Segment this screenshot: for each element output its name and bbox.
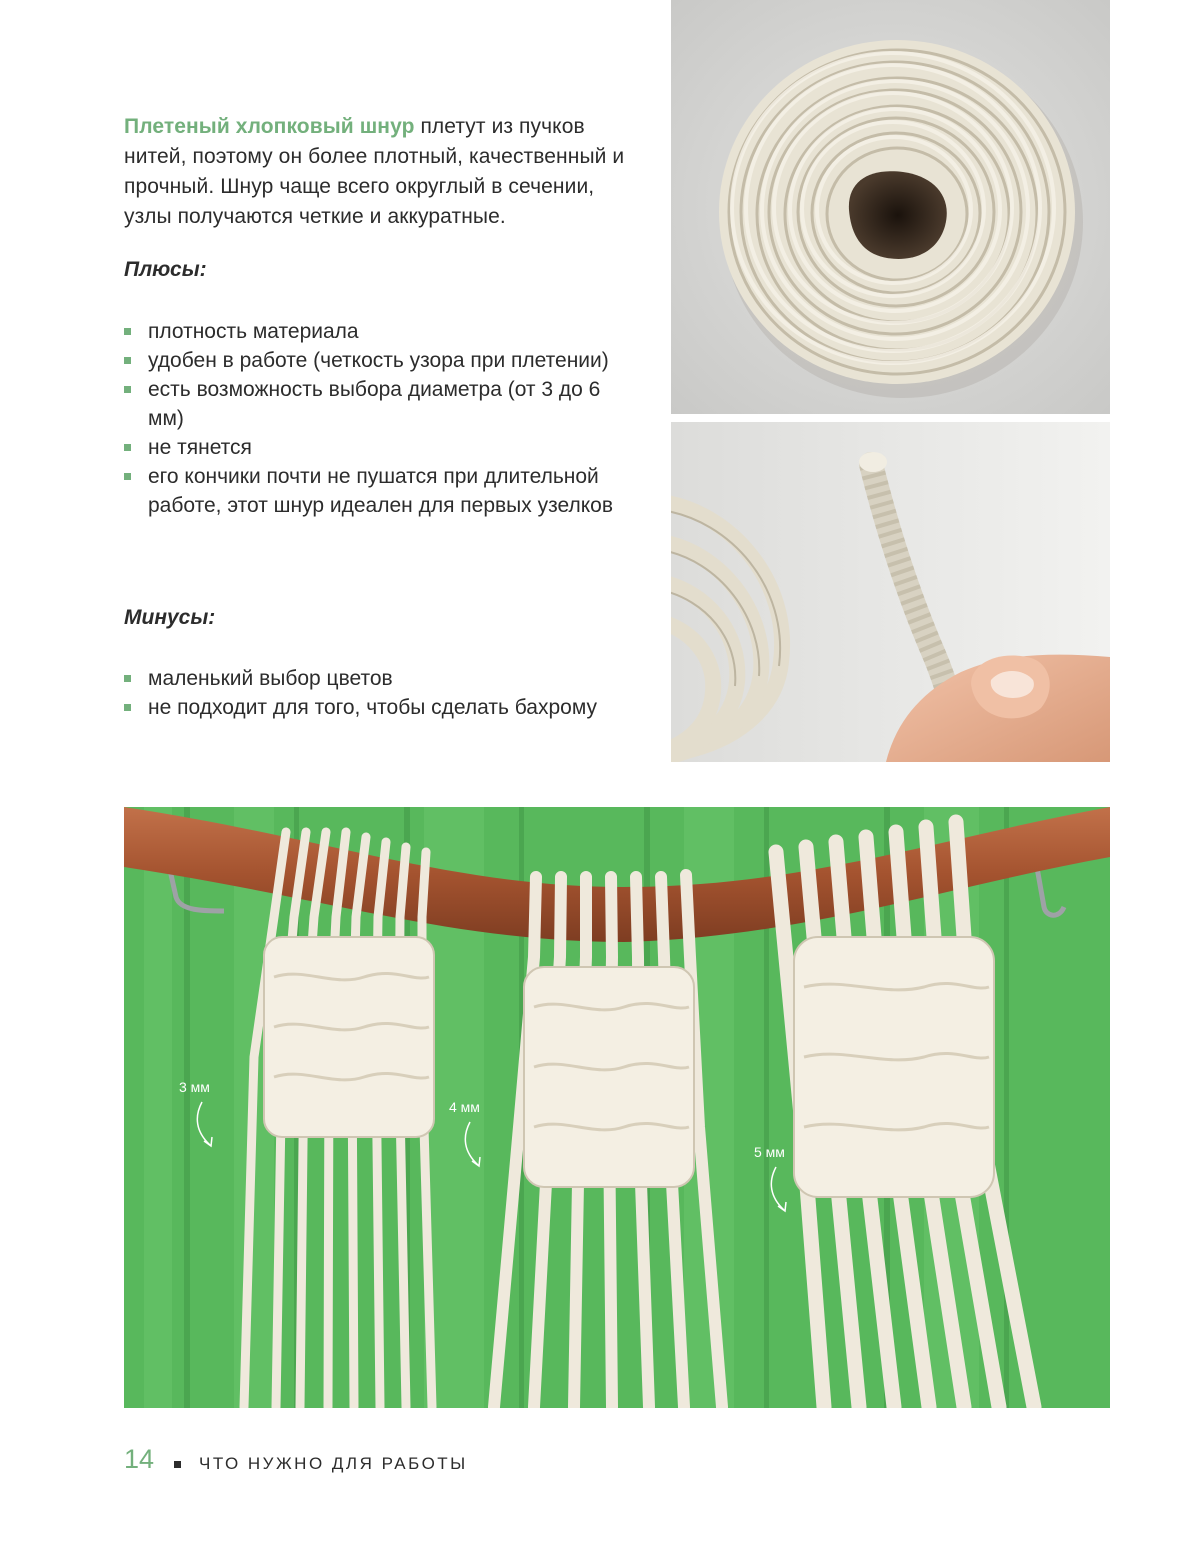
list-item: его кончики почти не пушатся при длительной работе, этот шнур идеален для первых узелков bbox=[124, 462, 634, 520]
bullet-icon bbox=[124, 444, 131, 451]
list-item: не тянется bbox=[124, 433, 634, 462]
intro-paragraph bbox=[124, 112, 644, 232]
cons-list bbox=[124, 664, 634, 722]
page-number: 14 bbox=[124, 1444, 155, 1474]
cord-spool-photo bbox=[671, 0, 1110, 414]
intro-text: плетут из пучков нитей, поэтому он более плотный, качественный и прочный. Шнур чаще всего округлый в сечении, узлы получаются четкие и аккуратные. bbox=[124, 115, 625, 228]
bullet-icon bbox=[124, 328, 131, 335]
pros-title: Плюсы: bbox=[124, 258, 207, 281]
bullet-icon bbox=[124, 386, 131, 393]
intro-highlight: Плетеный хлопковый шнур bbox=[124, 115, 415, 138]
cons-title: Минусы: bbox=[124, 606, 216, 629]
bullet-icon bbox=[124, 473, 131, 480]
bullet-icon bbox=[124, 675, 131, 682]
list-item: есть возможность выбора диаметра (от 3 до 6 мм) bbox=[124, 375, 634, 433]
cord-end-photo bbox=[671, 422, 1110, 762]
footer-bullet-icon bbox=[174, 1461, 181, 1468]
macrame-comparison-photo bbox=[124, 807, 1110, 1408]
list-item: плотность материала bbox=[124, 317, 634, 346]
label-5mm: 5 мм bbox=[754, 1144, 785, 1160]
pros-list bbox=[124, 317, 634, 520]
list-item: не подходит для того, чтобы сделать бахрому bbox=[124, 693, 634, 722]
list-item: удобен в работе (четкость узора при плетении) bbox=[124, 346, 634, 375]
section-title: ЧТО НУЖНО ДЛЯ РАБОТЫ bbox=[199, 1454, 468, 1473]
bullet-icon bbox=[124, 704, 131, 711]
bullet-icon bbox=[124, 357, 131, 364]
list-item: маленький выбор цветов bbox=[124, 664, 634, 693]
label-4mm: 4 мм bbox=[449, 1099, 480, 1115]
label-3mm: 3 мм bbox=[179, 1079, 210, 1095]
